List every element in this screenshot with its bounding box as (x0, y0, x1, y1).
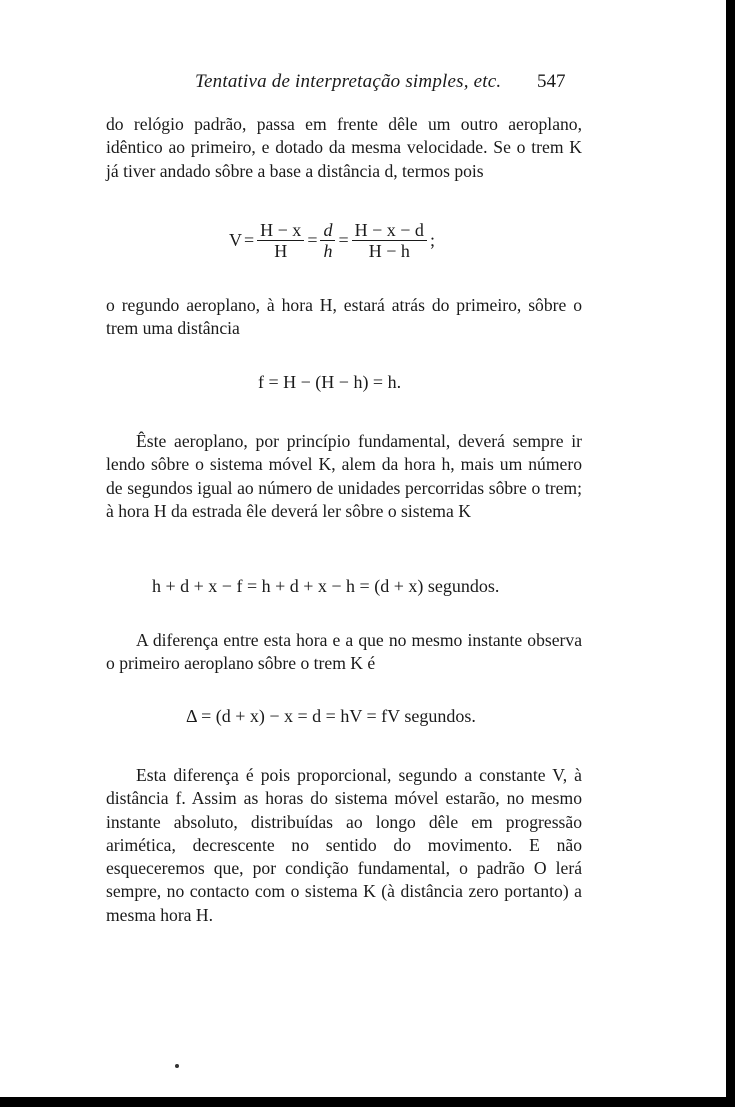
fraction-3 (352, 220, 427, 261)
page-number: 547 (537, 71, 566, 92)
formula-distance: f = H − (H − h) = h. (258, 372, 402, 392)
formula-reading: h + d + x − f = h + d + x − h = (d + x) segundos. (152, 576, 500, 596)
paragraph-4: A diferença entre esta hora e a que no mesmo instante observa o primeiro aeroplano sôbre o trem K é (106, 630, 582, 674)
fraction-3-denominator: H − h (352, 240, 427, 261)
fraction-2 (320, 220, 335, 261)
fraction-3-numerator: H − x − d (354, 220, 424, 240)
paragraph-3: Êste aeroplano, por princípio fundamental, deverá sempre ir lendo sôbre o sistema móvel K, alem da hora h, mais um número de segundos igual ao número de unidades percorridas sôbre o trem; à hora H da estrada êle deverá ler sôbre o sistema K (106, 431, 582, 521)
fraction-2-denominator: h (320, 240, 335, 261)
fraction-1-denominator: H (257, 240, 304, 261)
formula-difference: Δ = (d + x) − x = d = hV = fV segundos. (186, 706, 476, 726)
paragraph-5: Esta diferença é pois proporcional, segundo a constante V, à distância f. Assim as horas do sistema móvel estarão, no mesmo instante absoluto, distribuídas ao longo dêle em progressão arimética, decrescente no sentido do movimento. E não esqueceremos que, por condição fundamental, o padrão O lerá sempre, no contacto com o sistema K (à distância zero portanto) a mesma hora H. (106, 765, 582, 925)
paragraph-1: do relógio padrão, passa em frente dêle um outro aeroplano, idêntico ao primeiro, e dotado da mesma velocidade. Se o trem K já tiver andado sôbre a base a distância d, termos pois (106, 114, 582, 181)
formula-velocity-lhs: V (229, 230, 242, 250)
formula-velocity-semicolon: ; (429, 230, 435, 250)
scan-border (0, 1097, 735, 1107)
running-title: Tentativa de interpretação simples, etc. (195, 71, 502, 92)
fraction-1-numerator: H − x (260, 220, 302, 240)
fraction-1 (257, 220, 304, 261)
stray-dot-mark (175, 1064, 179, 1068)
formula-velocity: V = $\frac{H - x}{H}$ = $\frac{d}{h}$ = $\frac{H - x - d}{H - h}$ ; (229, 220, 435, 261)
fraction-2-numerator: d (323, 220, 333, 240)
paragraph-2: o regundo aeroplano, à hora H, estará atrás do primeiro, sôbre o trem uma distância (106, 295, 582, 339)
